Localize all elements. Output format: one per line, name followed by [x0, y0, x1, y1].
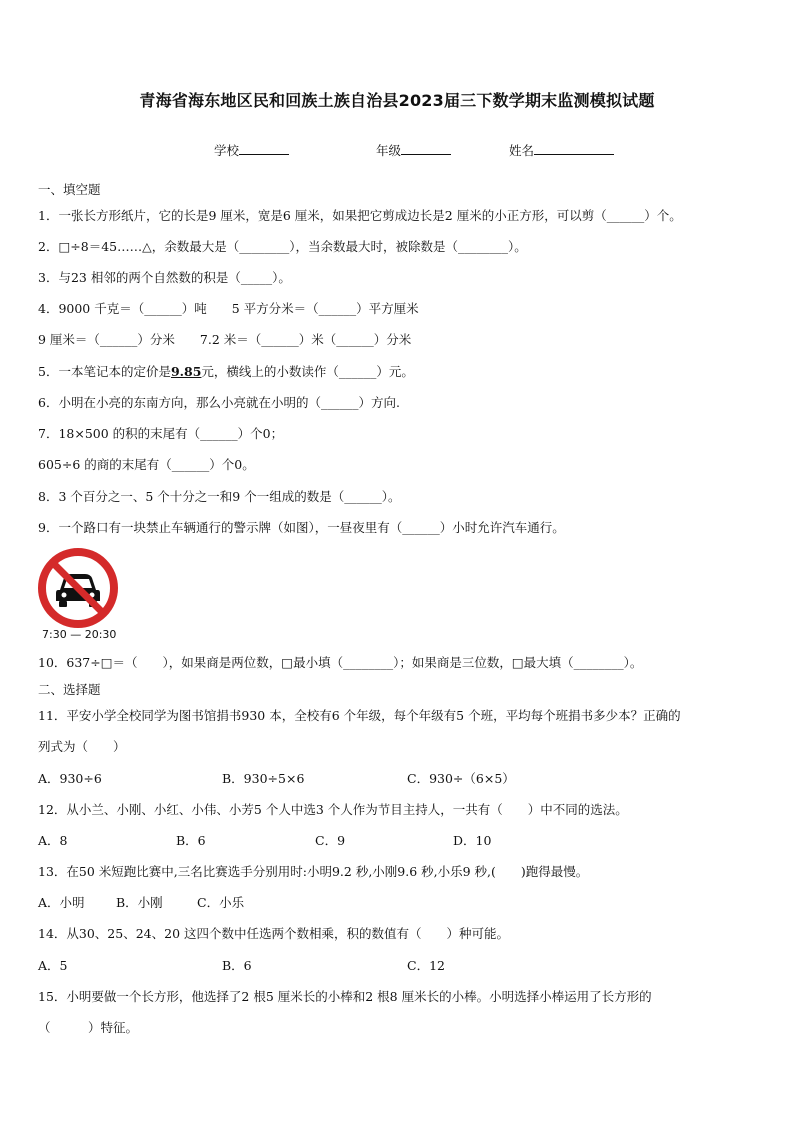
- question-7-line-2: 605÷6 的商的末尾有（______）个0。: [38, 457, 255, 472]
- question-4-line-2: 9 厘米＝（______）分米 7.2 米＝（______）米（______）分米: [38, 332, 412, 347]
- grade-field: [376, 141, 451, 159]
- question-11-line-2: 列式为（ ）: [38, 739, 126, 754]
- name-blank[interactable]: [534, 142, 614, 155]
- school-blank[interactable]: [239, 142, 289, 155]
- grade-blank[interactable]: [401, 142, 451, 155]
- section-multiple-choice: 二、选择题: [38, 682, 101, 697]
- question-14: 14．从30、25、24、20 这四个数中任选两个数相乘，积的数值有（ ）种可能。: [38, 926, 510, 941]
- question-14-option-a[interactable]: A．5: [38, 958, 68, 973]
- question-8: 8．3 个百分之一、5 个十分之一和9 个一组成的数是（______）。: [38, 489, 401, 504]
- name-label: 姓名: [509, 143, 535, 158]
- school-label: 学校: [214, 143, 240, 158]
- question-5: [38, 364, 414, 380]
- no-vehicles-sign-icon: [36, 546, 120, 630]
- question-1: 1．一张长方形纸片，它的长是9 厘米，宽是6 厘米，如果把它剪成边长是2 厘米的小正方形，可以剪（______）个。: [38, 208, 682, 223]
- grade-label: 年级: [376, 143, 402, 158]
- name-field: [509, 141, 614, 159]
- question-13-option-a[interactable]: A．小明: [38, 895, 85, 910]
- question-12-option-a[interactable]: A．8: [38, 833, 68, 848]
- question-11-line-1: 11．平安小学全校同学为图书馆捐书930 本，全校有6 个年级，每个年级有5 个班，平均每个班捐书多少本？正确的: [38, 708, 681, 723]
- question-15-line-1: 15．小明要做一个长方形，他选择了2 根5 厘米长的小棒和2 根8 厘米长的小棒。小明选择小棒运用了长方形的: [38, 989, 652, 1004]
- question-2: 2．□÷8＝45……△，余数最大是（________），当余数最大时，被除数是（________）。: [38, 239, 527, 254]
- question-5-text-post: 元，横线上的小数读作（______）元。: [201, 364, 414, 379]
- question-6: 6．小明在小亮的东南方向，那么小亮就在小明的（______）方向.: [38, 395, 400, 410]
- question-12: 12．从小兰、小刚、小红、小伟、小芳5 个人中选3 个人作为节目主持人，一共有（ ）中不同的选法。: [38, 802, 628, 817]
- question-5-text-pre: 5．一本笔记本的定价是: [38, 364, 171, 379]
- question-10: 10．637÷□＝（ ），如果商是两位数，□最小填（________）；如果商是三位数，□最大填（________）。: [38, 655, 643, 670]
- question-13-option-c[interactable]: C．小乐: [197, 895, 245, 910]
- question-13-option-b[interactable]: B．小刚: [116, 895, 163, 910]
- question-12-option-d[interactable]: D．10: [453, 833, 492, 848]
- question-3: 3．与23 相邻的两个自然数的积是（_____）。: [38, 270, 291, 285]
- question-11-option-b[interactable]: B．930÷5×6: [222, 771, 305, 786]
- question-12-option-c[interactable]: C．9: [315, 833, 346, 848]
- school-field: [214, 141, 289, 159]
- question-15-line-2: （ ）特征。: [38, 1020, 139, 1035]
- question-4-line-1: 4．9000 千克＝（______）吨 5 平方分米＝（______）平方厘米: [38, 301, 419, 316]
- question-14-option-c[interactable]: C．12: [407, 958, 445, 973]
- question-5-price: 9.85: [170, 364, 202, 379]
- question-13: 13．在50 米短跑比赛中,三名比赛选手分别用时:小明9.2 秒,小刚9.6 秒,小乐9 秒,( )跑得最慢。: [38, 864, 589, 879]
- question-11-option-c[interactable]: C．930÷（6×5）: [407, 771, 515, 786]
- sign-caption: 7:30 — 20:30: [42, 628, 117, 641]
- question-12-option-b[interactable]: B．6: [176, 833, 206, 848]
- question-9: 9．一个路口有一块禁止车辆通行的警示牌（如图），一昼夜里有（______）小时允许汽车通行。: [38, 520, 565, 535]
- question-11-option-a[interactable]: A．930÷6: [38, 771, 102, 786]
- question-14-option-b[interactable]: B．6: [222, 958, 252, 973]
- question-7-line-1: 7．18×500 的积的末尾有（______）个0；: [38, 426, 284, 441]
- page-title: 青海省海东地区民和回族土族自治县2023届三下数学期末监测模拟试题: [139, 91, 655, 110]
- section-fill-in: 一、填空题: [38, 182, 101, 197]
